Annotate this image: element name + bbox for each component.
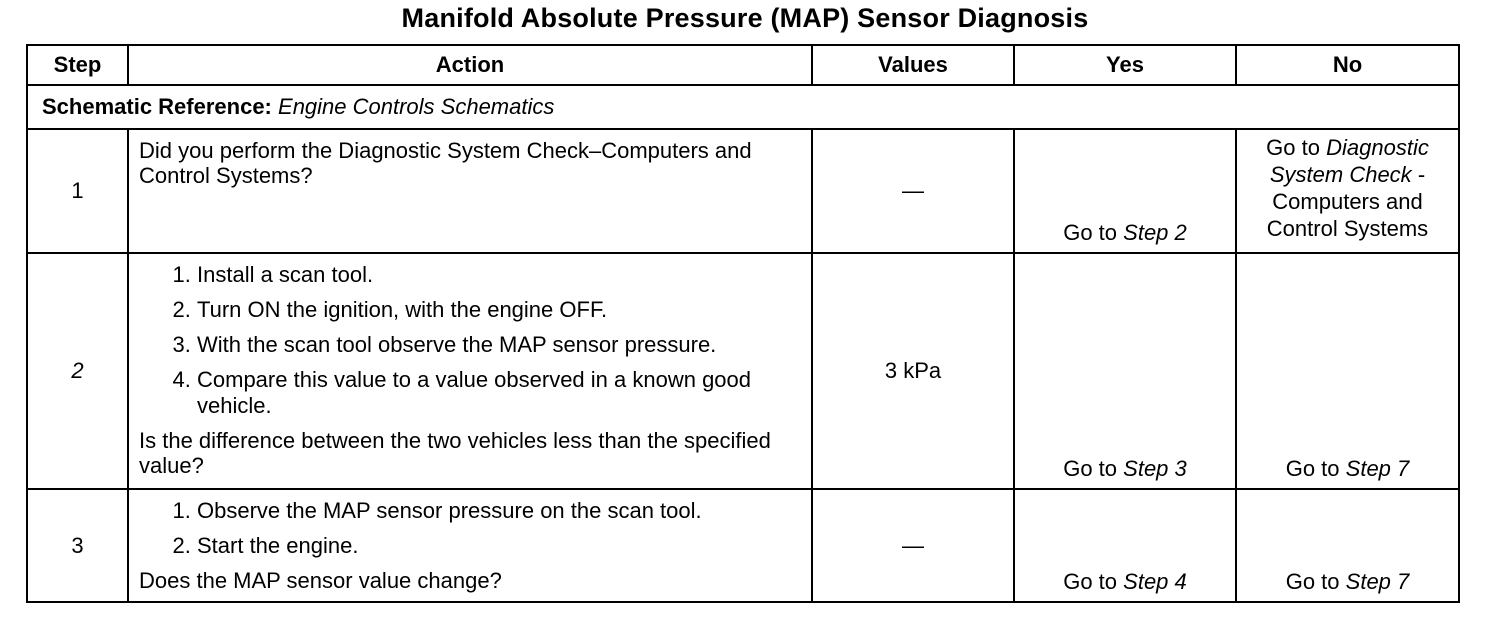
no-prefix: Go to xyxy=(1285,569,1340,594)
no-prefix: Go to xyxy=(1285,456,1340,481)
action-question: Did you perform the Diagnostic System Check–Computers and Control Systems? xyxy=(139,138,752,188)
yes-prefix: Go to xyxy=(1063,456,1118,481)
yes-prefix: Go to xyxy=(1063,220,1118,245)
list-item: 2. Turn ON the ignition, with the engine OFF. xyxy=(197,297,801,323)
action-question: Is the difference between the two vehicles less than the specified value? xyxy=(139,428,771,478)
no-suffix: - Computers and Control Systems xyxy=(1266,162,1429,241)
header-yes: Yes xyxy=(1014,45,1236,85)
action-cell xyxy=(128,489,812,602)
no-cell xyxy=(1236,489,1459,602)
schematic-ref: Engine Controls Schematics xyxy=(278,94,555,119)
yes-target: Step 2 xyxy=(1123,220,1187,245)
no-target: Step 7 xyxy=(1345,456,1410,481)
step-number: 2 xyxy=(27,253,128,489)
yes-cell xyxy=(1014,489,1236,602)
header-no: No xyxy=(1236,45,1459,85)
table-row xyxy=(27,129,1459,253)
action-question: Does the MAP sensor value change? xyxy=(139,568,502,593)
table-row xyxy=(27,489,1459,602)
action-list xyxy=(139,262,801,419)
list-item: 1. Install a scan tool. xyxy=(197,262,801,288)
yes-target: Step 4 xyxy=(1123,569,1187,594)
yes-cell xyxy=(1014,253,1236,489)
header-action: Action xyxy=(128,45,812,85)
list-item: 4. Compare this value to a value observed in a known good vehicle. xyxy=(197,367,801,419)
yes-cell xyxy=(1014,129,1236,253)
no-cell xyxy=(1236,129,1459,253)
action-cell xyxy=(128,253,812,489)
header-step: Step xyxy=(27,45,128,85)
schematic-row xyxy=(27,85,1459,129)
yes-prefix: Go to xyxy=(1063,569,1118,594)
step-number: 1 xyxy=(27,129,128,253)
page-title: Manifold Absolute Pressure (MAP) Sensor Diagnosis xyxy=(401,3,1089,33)
list-item: 2. Start the engine. xyxy=(197,533,801,559)
no-prefix: Go to xyxy=(1266,135,1320,160)
diagnosis-table xyxy=(26,44,1460,603)
table-row xyxy=(27,253,1459,489)
action-cell xyxy=(128,129,812,253)
yes-target: Step 3 xyxy=(1123,456,1187,481)
header-values: Values xyxy=(812,45,1014,85)
value-cell: 3 kPa xyxy=(812,253,1014,489)
schematic-label: Schematic Reference: xyxy=(42,94,272,119)
value-cell: — xyxy=(812,129,1014,253)
no-cell xyxy=(1236,253,1459,489)
list-item: 3. With the scan tool observe the MAP sensor pressure. xyxy=(197,332,801,358)
value-cell: — xyxy=(812,489,1014,602)
list-item: 1. Observe the MAP sensor pressure on the scan tool. xyxy=(197,498,801,524)
no-target: Step 7 xyxy=(1345,569,1410,594)
action-list xyxy=(139,498,801,559)
step-number: 3 xyxy=(27,489,128,602)
schematic-reference xyxy=(27,85,1459,129)
no-target: Diagnostic System Check xyxy=(1269,135,1429,187)
header-row xyxy=(27,45,1459,85)
